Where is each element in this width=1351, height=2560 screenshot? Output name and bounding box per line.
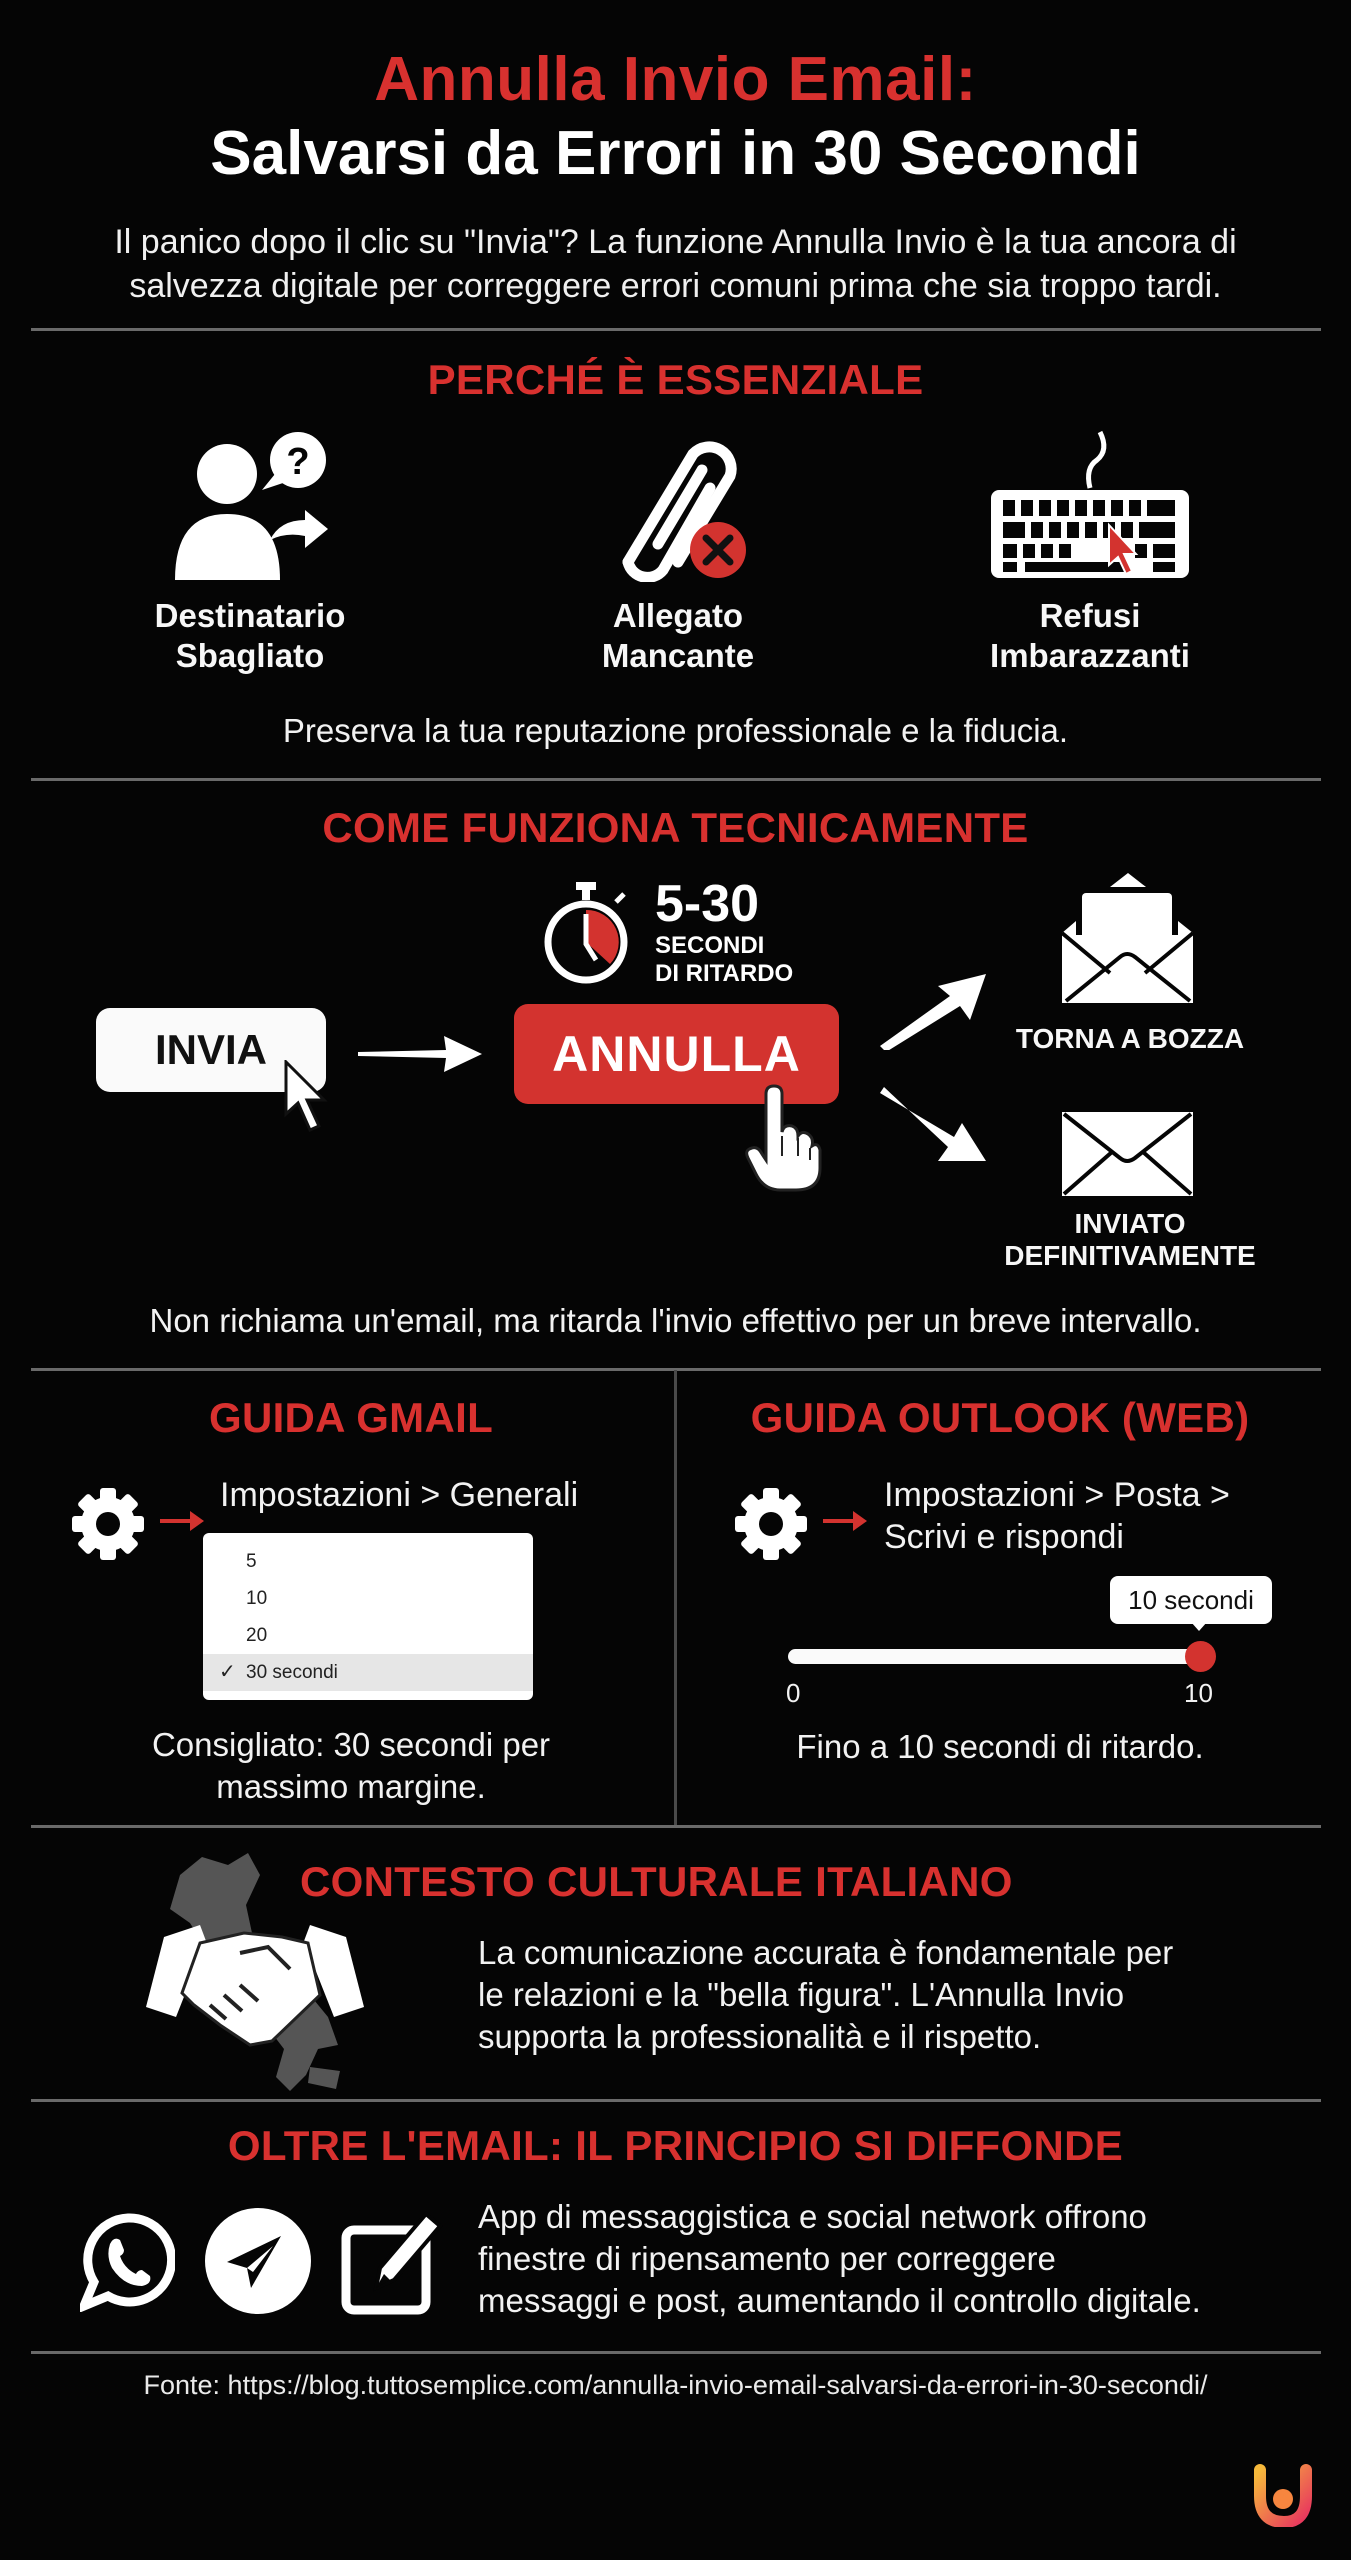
outlook-path-line1: Impostazioni > Posta > bbox=[884, 1476, 1230, 1514]
arrow-up-right-icon bbox=[878, 970, 988, 1050]
title-line1: Annulla Invio Email: bbox=[374, 45, 977, 114]
why-item-label bbox=[120, 596, 380, 676]
gear-icon bbox=[70, 1486, 146, 1562]
cursor-arrow-icon bbox=[284, 1060, 334, 1140]
outlook-note: Fino a 10 secondi di ritardo. bbox=[796, 1728, 1204, 1765]
slider-knob[interactable] bbox=[1185, 1641, 1216, 1672]
keyboard-typo-icon bbox=[985, 430, 1195, 580]
divider bbox=[31, 1825, 1321, 1828]
how-note: Non richiama un'email, ma ritarda l'invio effettivo per un breve intervallo. bbox=[149, 1302, 1202, 1339]
why-item-line2: Sbagliato bbox=[175, 637, 325, 674]
why-item-line2: Mancante bbox=[601, 637, 755, 674]
slider-min-label: 0 bbox=[786, 1678, 801, 1708]
section-heading-how: COME FUNZIONA TECNICAMENTE bbox=[322, 804, 1029, 851]
checkmark-icon: ✓ bbox=[219, 1661, 236, 1683]
section-heading-outlook: GUIDA OUTLOOK (WEB) bbox=[750, 1394, 1250, 1441]
why-item-line1: Refusi bbox=[1039, 597, 1141, 634]
gear-icon bbox=[733, 1486, 809, 1562]
why-item-label bbox=[960, 596, 1220, 676]
outlook-settings-path bbox=[884, 1474, 1230, 1558]
hand-pointer-icon bbox=[744, 1084, 824, 1194]
arrow-right-red-icon bbox=[160, 1506, 204, 1536]
option-label: 5 bbox=[246, 1551, 257, 1572]
beyond-line2: finestre di ripensamento per correggere bbox=[478, 2240, 1056, 2277]
beyond-text bbox=[478, 2196, 1201, 2322]
intro-line1: Il panico dopo il clic su "Invia"? La funzione Annulla Invio è la tua ancora di bbox=[114, 223, 1237, 261]
slider-value-tooltip: 10 secondi bbox=[1110, 1576, 1272, 1624]
section-heading-culture: CONTESTO CULTURALE ITALIANO bbox=[300, 1858, 1013, 1905]
source-link[interactable]: Fonte: https://blog.tuttosemplice.com/annulla-invio-email-salvarsi-da-errori-in-30-secondi/ bbox=[143, 2370, 1208, 2400]
brand-logo bbox=[1250, 2462, 1312, 2527]
culture-text bbox=[478, 1932, 1173, 2058]
tooltip-pointer bbox=[1191, 1622, 1207, 1631]
section-heading-why: PERCHÉ È ESSENZIALE bbox=[427, 356, 924, 403]
delay-range: 5-30 bbox=[655, 875, 760, 933]
why-summary: Preserva la tua reputazione professionale e la fiducia. bbox=[282, 712, 1069, 749]
gmail-note-line1: Consigliato: 30 secondi per bbox=[151, 1726, 551, 1763]
delay-caption bbox=[655, 932, 793, 988]
option-label: 20 bbox=[246, 1625, 268, 1646]
section-heading-gmail: GUIDA GMAIL bbox=[208, 1394, 494, 1441]
slider-max-label: 10 bbox=[1184, 1678, 1213, 1708]
divider bbox=[31, 2099, 1321, 2102]
divider bbox=[31, 778, 1321, 781]
gmail-settings-path: Impostazioni > Generali bbox=[220, 1476, 579, 1514]
divider bbox=[31, 328, 1321, 331]
arrow-right-red-icon bbox=[823, 1506, 867, 1536]
why-item-line1: Allegato bbox=[612, 597, 744, 634]
why-item-line2: Imbarazzanti bbox=[990, 637, 1190, 674]
divider bbox=[31, 2351, 1321, 2354]
whatsapp-icon bbox=[80, 2212, 175, 2312]
outlook-path-line2: Scrivi e rispondi bbox=[884, 1518, 1124, 1556]
undo-button-label: ANNULLA bbox=[552, 1026, 801, 1082]
dropdown-option[interactable] bbox=[203, 1617, 533, 1654]
delay-caption-line1: SECONDI bbox=[655, 932, 765, 959]
option-label: 10 bbox=[246, 1588, 268, 1609]
wrong-recipient-icon bbox=[170, 432, 330, 582]
gmail-note-line2: massimo margine. bbox=[216, 1768, 486, 1805]
culture-line3: supporta la professionalità e il rispetto. bbox=[478, 2018, 1042, 2055]
beyond-line3: messaggi e post, aumentando il controllo digitale. bbox=[478, 2282, 1201, 2319]
undo-delay-dropdown[interactable] bbox=[203, 1533, 533, 1700]
delay-caption-line2: DI RITARDO bbox=[655, 960, 794, 987]
missing-attachment-icon bbox=[598, 432, 758, 582]
gmail-note bbox=[31, 1724, 671, 1808]
stopwatch-icon bbox=[544, 880, 634, 990]
dropdown-option[interactable] bbox=[203, 1543, 533, 1580]
arrow-down-right-icon bbox=[878, 1085, 988, 1165]
why-item-label bbox=[548, 596, 808, 676]
intro-line2: salvezza digitale per correggere errori comuni prima che sia troppo tardi. bbox=[129, 267, 1222, 305]
dropdown-option-selected[interactable] bbox=[203, 1654, 533, 1691]
dropdown-option[interactable] bbox=[203, 1580, 533, 1617]
vertical-divider bbox=[674, 1370, 677, 1825]
title-line2: Salvarsi da Errori in 30 Secondi bbox=[210, 119, 1141, 188]
telegram-icon bbox=[203, 2206, 313, 2316]
beyond-line1: App di messaggistica e social network offrono bbox=[478, 2198, 1147, 2235]
undo-delay-slider-track[interactable] bbox=[788, 1649, 1200, 1664]
option-label: 30 secondi bbox=[246, 1662, 338, 1683]
outcome-draft-label: TORNA A BOZZA bbox=[1015, 1023, 1245, 1054]
culture-line1: La comunicazione accurata è fondamentale per bbox=[478, 1934, 1174, 1971]
outcome-sent-line2: DEFINITIVAMENTE bbox=[1004, 1240, 1256, 1271]
send-button-label: INVIA bbox=[154, 1026, 267, 1073]
closed-envelope-icon bbox=[1060, 1110, 1195, 1198]
culture-line2: le relazioni e la "bella figura". L'Annulla Invio bbox=[478, 1976, 1125, 2013]
outcome-sent-line1: INVIATO bbox=[1074, 1208, 1186, 1239]
arrow-right-icon bbox=[356, 1032, 486, 1076]
open-envelope-icon bbox=[1060, 873, 1195, 1005]
outcome-sent-label bbox=[970, 1208, 1290, 1272]
why-item-line1: Destinatario bbox=[154, 597, 346, 634]
edit-post-icon bbox=[340, 2206, 445, 2316]
section-heading-beyond: OLTRE L'EMAIL: IL PRINCIPIO SI DIFFONDE bbox=[227, 2122, 1124, 2169]
svg-text:?: ? bbox=[286, 441, 310, 483]
